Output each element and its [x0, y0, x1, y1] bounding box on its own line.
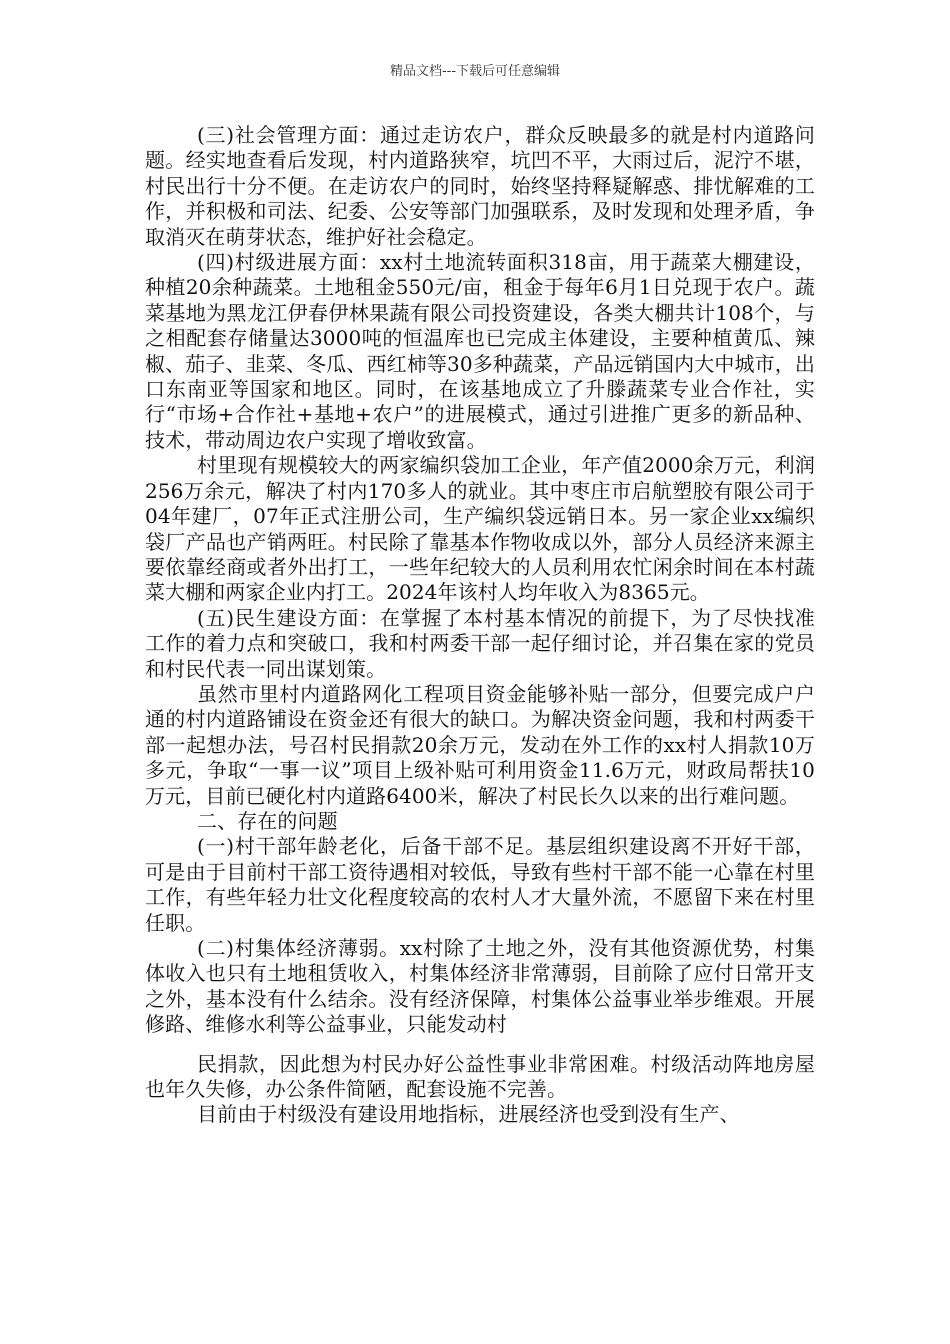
paragraph-social-management: (三)社会管理方面：通过走访农户，群众反映最多的就是村内道路问题。经实地查看后发现，村内道路狭窄，坑凹不平，大雨过后，泥泞不堪，村民出行十分不便。在走访农户的同时，始终坚持释疑解惑、排忧解难的工作，并积极和司法、纪委、公安等部门加强联系，及时发现和处理矛盾，争取消灭在萌芽状态，维护好社会稳定。: [145, 123, 815, 249]
paragraph-weak-economy: (二)村集体经济薄弱。xx村除了土地之外，没有其他资源优势，村集体收入也只有土地租赁收入，村集体经济非常薄弱，目前除了应付日常开支之外，基本没有什么结余。没有经济保障，村集体公益事业举步维艰。开展修路、维修水利等公益事业，只能发动村: [145, 936, 815, 1037]
paragraph-land-constraint: 目前由于村级没有建设用地指标，进展经济也受到没有生产、: [197, 1102, 740, 1127]
document-body: [145, 123, 815, 1128]
paragraph-enterprises: 村里现有规模较大的两家编织袋加工企业，年产值2000余万元，利润256万余元，解决了村内170多人的就业。其中枣庄市启航塑胶有限公司于04年建厂，07年正式注册公司，生产编织袋远销日本。另一家企业xx编织袋厂产品也产销两旺。村民除了靠基本作物收成以外，部分人员经济来源主要依靠经商或者外出打工，一些年纪较大的人员利用农忙闲余时间在本村蔬菜大棚和两家企业内打工。2024年该村人均年收入为8365元。: [145, 453, 815, 605]
paragraph-cadre-aging: (一)村干部年龄老化，后备干部不足。基层组织建设离不开好干部，可是由于目前村干部工资待遇相对较低，导致有些村干部不能一心靠在村里工作，有些年轻力壮文化程度较高的农村人才大量外流，不愿留下来在村里任职。: [145, 834, 815, 935]
page-header: 精品文档---下载后可任意编辑: [389, 64, 561, 79]
paragraph-village-development: (四)村级进展方面：xx村土地流转面积318亩，用于蔬菜大棚建设，种植20余种蔬菜。土地租金550元/亩，租金于每年6月1日兑现于农户。蔬菜基地为黑龙江伊春伊林果蔬有限公司投资建设，各类大棚共计108个，与之相配套存储量达3000吨的恒温库也已完成主体建设，主要种植黄瓜、辣椒、茄子、韭菜、冬瓜、西红柿等30多种蔬菜，产品远销国内大中城市，出口东南亚等国家和地区。同时，在该基地成立了升滕蔬菜专业合作社，实行“市场+合作社+基地+农户”的进展模式，通过引进推广更多的新品种、技术，带动周边农户实现了增收致富。: [145, 250, 815, 452]
paragraph-livelihood: (五)民生建设方面：在掌握了本村基本情况的前提下，为了尽快找准工作的着力点和突破口，我和村两委干部一起仔细讨论，并召集在家的党员和村民代表一同出谋划策。: [145, 605, 815, 681]
section-heading-problems: 二、存在的问题: [197, 808, 338, 833]
paragraph-weak-economy-continued: 民捐款，因此想为村民办好公益性事业非常困难。村级活动阵地房屋也年久失修，办公条件简陋，配套设施不完善。: [145, 1051, 815, 1102]
paragraph-road-funding: 虽然市里村内道路网化工程项目资金能够补贴一部分，但要完成户户通的村内道路铺设在资金还有很大的缺口。为解决资金问题，我和村两委干部一起想办法，号召村民捐款20余万元，发动在外工作的xx村人捐款10万多元，争取“一事一议”项目上级补贴可利用资金11.6万元，财政局帮扶10万元，目前已硬化村内道路6400米，解决了村民长久以来的出行难问题。: [145, 681, 815, 808]
